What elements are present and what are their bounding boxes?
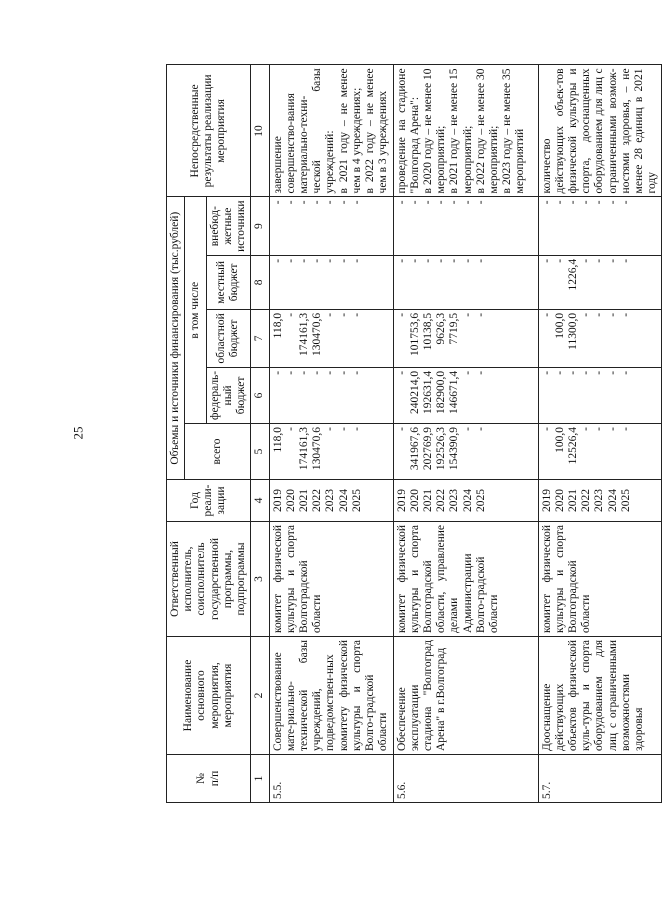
funding-local: - - - - - - -: [393, 255, 538, 309]
header-year: Год реали- зации: [167, 480, 251, 522]
column-number: 7: [251, 309, 269, 367]
rotated-table-area: [166, 0, 659, 858]
column-number: 1: [251, 755, 269, 803]
column-number: 8: [251, 255, 269, 309]
funding-local: - - 1226,4 - - - -: [538, 255, 662, 309]
responsible-executor: комитет физической культуры и спорта Волгоградской области: [538, 522, 662, 637]
header-extrabudgetary: внебюд- жетные источники: [206, 197, 251, 255]
column-number: 3: [251, 522, 269, 637]
implementation-years: 2019 2020 2021 2022 2023 2024 2025: [538, 480, 662, 522]
funding-total: - 100,0 12526,4 - - - -: [538, 424, 662, 480]
activity-name: Совершенствование мате-риально-технической базы учреждений, подведомствен-ных комитету физической культуры и спорта Волго-градской области: [269, 637, 393, 755]
responsible-executor: комитет физической культуры и спорта Волгоградской области: [269, 522, 393, 637]
table-row: [393, 65, 538, 803]
expected-result: количество действующих объек-тов физической культуры и спорта, дооснащенных оборудованием для лиц с ограниченными возмож-ностями здоровья, – не менее 28 единиц в 2021 году: [538, 65, 662, 197]
column-number: 2: [251, 637, 269, 755]
header-funding: Объемы и источники финансирования (тыс.рублей): [167, 197, 185, 480]
funding-extrabudgetary: - - - - - - -: [393, 197, 538, 255]
funding-extrabudgetary: - - - - - - -: [538, 197, 662, 255]
implementation-years: 2019 2020 2021 2022 2023 2024 2025: [269, 480, 393, 522]
header-federal-budget: федераль- ный бюджет: [206, 367, 251, 423]
header-activity-name: Наименование основного мероприятия, мероприятия: [167, 637, 251, 755]
header-total: всего: [185, 424, 251, 480]
header-number: № п/п: [167, 755, 251, 803]
funding-regional: - 100,0 11300,0 - - - -: [538, 309, 662, 367]
activity-name: Дооснащение действующих объектов физической куль-туры и спорта оборудованием для лиц с ограниченными возможностями здоровья: [538, 637, 662, 755]
row-number: 5.6.: [393, 755, 538, 803]
activity-name: Обеспечение эксплуатации стадиона "Волгоград Арена" в г.Волгоград: [393, 637, 538, 755]
table-row: [538, 65, 662, 803]
header-regional-budget: областной бюджет: [206, 309, 251, 367]
header-responsible: Ответственный исполнитель, соисполнитель государственной программы, подпрограммы: [167, 522, 251, 637]
program-activities-table: [166, 64, 662, 803]
column-number: 10: [251, 65, 269, 197]
header-result: Непосредственные результаты реализации мероприятия: [167, 65, 251, 197]
expected-result: проведение на стадионе "Волгоград Арена": в 2020 году – не менее 10 мероприятий; в 2021 году – не менее 15 мероприятий; в 2022 году – не менее 30 мероприятий; в 2023 году – не менее 35 мероприятий: [393, 65, 538, 197]
header-including: в том числе: [185, 197, 206, 424]
column-number: 9: [251, 197, 269, 255]
row-number: 5.7.: [538, 755, 662, 803]
funding-extrabudgetary: - - - - - - -: [269, 197, 393, 255]
funding-total: 118,0 - 174161,3 130470,6 - - -: [269, 424, 393, 480]
table-row: [269, 65, 393, 803]
column-number: 4: [251, 480, 269, 522]
funding-regional: 118,0 - 174161,3 130470,6 - - -: [269, 309, 393, 367]
page-number: 25: [70, 426, 86, 440]
expected-result: завершение совершенство-вания материально-техни-ческой базы учреждений: в 2021 году – не менее чем в 4 учреждениях; в 2022 году – не менее чем в 3 учреждениях: [269, 65, 393, 197]
row-number: 5.5.: [269, 755, 393, 803]
funding-local: - - - - - - -: [269, 255, 393, 309]
responsible-executor: комитет физической культуры и спорта Волгоградской области, управление делами Администрации Волго-градской области: [393, 522, 538, 637]
funding-federal: - - - - - - -: [538, 367, 662, 423]
funding-regional: - 101753,6 10138,5 9626,3 7719,5 - -: [393, 309, 538, 367]
implementation-years: 2019 2020 2021 2022 2023 2024 2025: [393, 480, 538, 522]
column-number: 6: [251, 367, 269, 423]
funding-total: - 341967,6 202769,9 192526,3 154390,9 - -: [393, 424, 538, 480]
funding-federal: - 240214,0 192631,4 182900,0 146671,4 - -: [393, 367, 538, 423]
column-number: 5: [251, 424, 269, 480]
header-local-budget: местный бюджет: [206, 255, 251, 309]
funding-federal: - - - - - - -: [269, 367, 393, 423]
